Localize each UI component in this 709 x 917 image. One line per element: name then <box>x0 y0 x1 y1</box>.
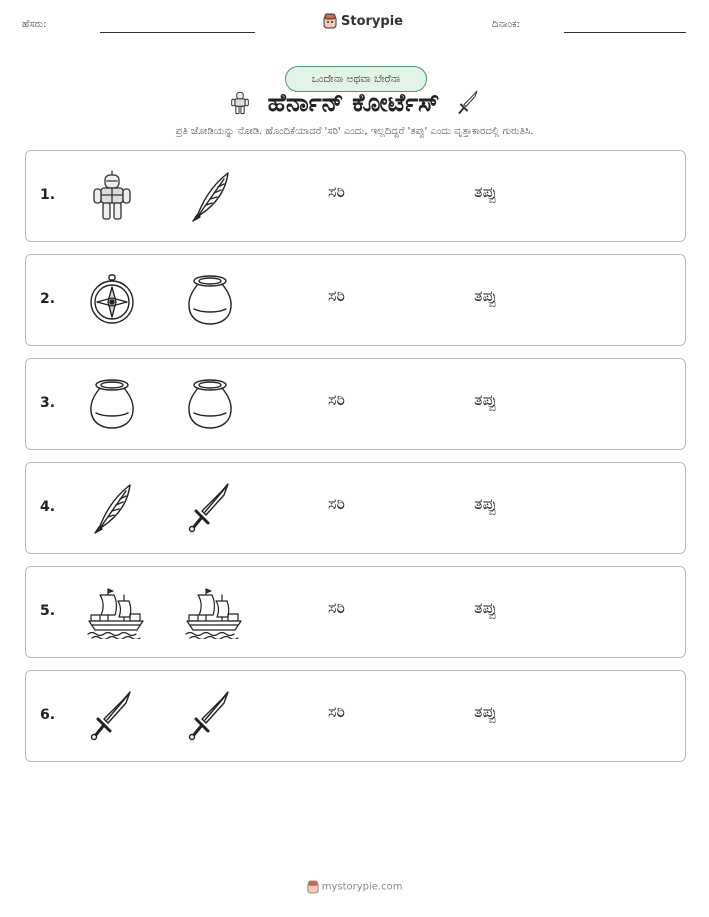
option-false[interactable]: ತಪ್ಪು <box>474 286 497 305</box>
pot-icon <box>86 377 138 431</box>
footer-url[interactable]: mystorypie.com <box>321 881 403 893</box>
date-line[interactable] <box>564 32 686 33</box>
right-picture <box>184 273 236 327</box>
left-picture <box>86 481 138 535</box>
option-false[interactable]: ತಪ್ಪು <box>474 702 497 721</box>
left-picture <box>86 273 138 327</box>
option-true[interactable]: ಸರಿ <box>328 182 345 201</box>
option-true[interactable]: ಸರಿ <box>328 390 345 409</box>
question-row <box>25 150 686 242</box>
question-number: 6. <box>40 707 56 723</box>
left-picture <box>86 585 138 639</box>
option-true[interactable]: ಸರಿ <box>328 286 345 305</box>
question-row <box>25 358 686 450</box>
question-number: 5. <box>40 603 56 619</box>
right-picture <box>184 481 236 535</box>
quill-icon <box>184 169 236 223</box>
worksheet-header <box>0 0 709 40</box>
name-line[interactable] <box>100 32 255 33</box>
sword-icon <box>184 689 236 743</box>
activity-badge: ಒಂದೇನಾ ಅಥವಾ ಬೇರೆನಾ <box>285 66 427 92</box>
question-row <box>25 670 686 762</box>
right-picture <box>184 377 236 431</box>
storypie-mascot-icon <box>307 880 319 894</box>
option-true[interactable]: ಸರಿ <box>328 598 345 617</box>
option-true[interactable]: ಸರಿ <box>328 702 345 721</box>
question-number: 2. <box>40 291 56 307</box>
question-number: 1. <box>40 187 56 203</box>
question-row <box>25 566 686 658</box>
knight-icon <box>86 169 138 223</box>
left-picture <box>86 689 138 743</box>
storypie-mascot-icon <box>323 13 337 29</box>
pot-icon <box>184 273 236 327</box>
name-label: ಹೆಸರು: <box>22 19 47 30</box>
sword-icon <box>184 481 236 535</box>
question-number: 4. <box>40 499 56 515</box>
date-label: ದಿನಾಂಕ: <box>492 19 520 30</box>
option-true[interactable]: ಸರಿ <box>328 494 345 513</box>
footer <box>0 880 709 894</box>
question-row <box>25 462 686 554</box>
pot-icon <box>184 377 236 431</box>
question-row <box>25 254 686 346</box>
ship-icon <box>86 585 146 639</box>
left-picture <box>86 377 138 431</box>
option-false[interactable]: ತಪ್ಪು <box>474 598 497 617</box>
option-false[interactable]: ತಪ್ಪು <box>474 494 497 513</box>
question-number: 3. <box>40 395 56 411</box>
option-false[interactable]: ತಪ್ಪು <box>474 182 497 201</box>
instructions: ಪ್ರತಿ ಜೋಡಿಯನ್ನು ನೋಡಿ. ಹೊಂದಿಕೆಯಾದರೆ 'ಸರಿ' ಎಂದು, ಇಲ್ಲದಿದ್ದರೆ 'ತಪ್ಪು' ಎಂದು ವೃತ್ತಾಕಾರದಲ್ಲಿ ಗುರುತಿಸಿ. <box>175 126 534 137</box>
sword-icon <box>455 89 481 117</box>
right-picture <box>184 689 236 743</box>
sword-icon <box>86 689 138 743</box>
right-picture <box>184 169 236 223</box>
left-picture <box>86 169 138 223</box>
brand-logo <box>323 13 403 29</box>
compass-icon <box>86 273 138 327</box>
worksheet-title <box>0 88 709 118</box>
right-picture <box>184 585 236 639</box>
title-text: ಹೆರ್ನಾನ್ ಕೋರ್ಟೆಸ್ <box>267 88 440 117</box>
option-false[interactable]: ತಪ್ಪು <box>474 390 497 409</box>
quill-icon <box>86 481 138 535</box>
knight-icon <box>228 90 252 116</box>
ship-icon <box>184 585 244 639</box>
brand-name: Storypie <box>341 13 403 29</box>
